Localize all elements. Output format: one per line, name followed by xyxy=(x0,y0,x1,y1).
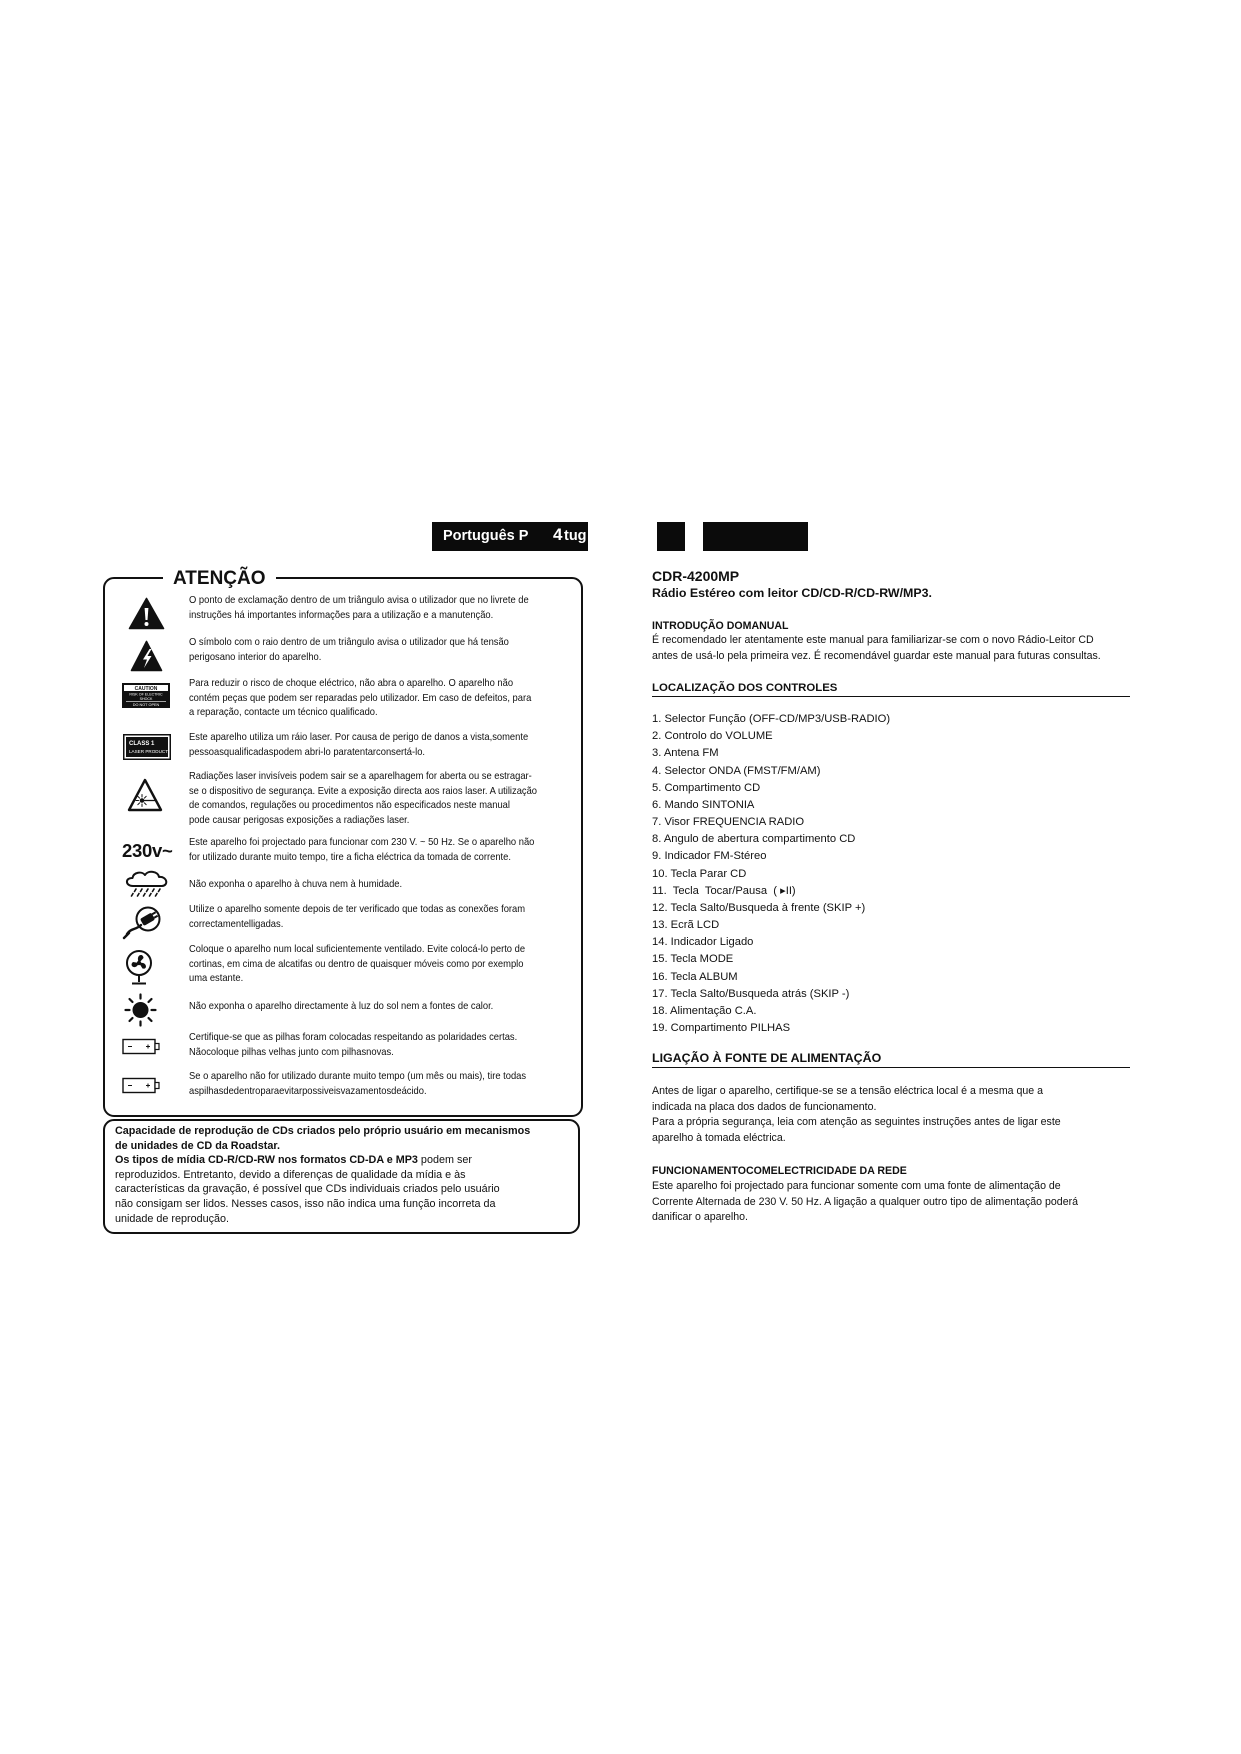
control-item: 19. Compartimento PILHAS xyxy=(652,1022,791,1035)
control-item: 8. Angulo de abertura compartimento CD xyxy=(652,833,856,846)
sun-icon xyxy=(124,993,157,1027)
power-line: indicada na placa dos dados de funcionamento. xyxy=(652,1100,877,1113)
control-item: 16. Tecla ALBUM xyxy=(652,970,738,983)
mains-text xyxy=(652,1179,1078,1226)
control-item: 14. Indicador Ligado xyxy=(652,936,754,949)
battery-icon xyxy=(122,1077,160,1094)
caution-label-text: DO NOT OPEN xyxy=(132,703,160,707)
media-formats-bold: Os tipos de mídia CD-R/CD-RW nos formatos CD-DA e MP3 xyxy=(115,1154,418,1167)
text-line: Não exponha o aparelho à chuva nem à humidade. xyxy=(189,879,403,890)
caution-label-icon xyxy=(122,683,170,708)
language-tab-label: Português P xyxy=(443,528,529,544)
product-subtitle: Rádio Estéreo com leitor CD/CD-R/CD-RW/MP3. xyxy=(652,586,932,600)
language-tab xyxy=(432,522,588,551)
intro-line: antes de usá-lo pela primeira vez. É recomendável guardar este manual para futuras consultas. xyxy=(652,649,1101,662)
caution-label-text: RISK OF ELECTRIC xyxy=(129,692,163,697)
lightning-triangle-icon xyxy=(130,640,163,672)
model-name: CDR-4200MP xyxy=(652,568,740,584)
text-line: perigosano interior do aparelho. xyxy=(189,651,322,663)
black-tab-small xyxy=(657,522,685,551)
text-line: Utilize o aparelho somente depois de ter verificado que todas as conexões foram xyxy=(189,904,526,915)
warning-text xyxy=(189,1070,555,1099)
controls-list xyxy=(652,711,890,1037)
warning-text xyxy=(189,770,567,828)
warning-item xyxy=(110,878,580,888)
page-number: 4 xyxy=(553,525,563,544)
text-line: pessoasqualificadaspodem abri-lo paratentarconsertá-lo. xyxy=(189,746,426,758)
controls-heading: LOCALIZAÇÃO DOS CONTROLES xyxy=(652,680,1130,697)
mains-line: Este aparelho foi projectado para funcionar somente com uma fonte de alimentação de xyxy=(652,1180,1061,1192)
control-item: 3. Antena FM xyxy=(652,747,719,760)
language-tab-label-tail: tug xyxy=(564,528,587,544)
text-line: Não exponha o aparelho directamente à luz do sol nem a fontes de calor. xyxy=(189,1001,494,1012)
text-line: contém peças que podem ser reparadas pelo utilizador. Em caso de defeitos, para xyxy=(189,692,532,704)
caution-label-text: CAUTION xyxy=(134,685,158,692)
mains-line: danificar o aparelho. xyxy=(652,1211,748,1223)
control-item: 1. Selector Função (OFF-CD/MP3/USB-RADIO) xyxy=(652,713,891,725)
text-line: for utilizado durante muito tempo, tire a ficha eléctrica da tomada de corrente. xyxy=(189,851,511,863)
warning-item xyxy=(110,1000,580,1010)
warning-text xyxy=(189,636,537,665)
warning-item xyxy=(110,1070,580,1097)
mains-line: Corrente Alternada de 230 V. 50 Hz. A ligação a qualquer outro tipo de alimentação poderá xyxy=(652,1195,1079,1208)
cd-compat-body-line: reproduzidos. Entretanto, devido a diferenças de qualidade da mídia e às xyxy=(115,1168,466,1181)
power-text xyxy=(652,1084,1061,1146)
warning-text xyxy=(189,731,558,760)
cd-compat-text xyxy=(115,1124,530,1226)
laser-class-label-text: CLASS 1 xyxy=(129,741,155,747)
text-line: Nãocoloque pilhas velhas junto com pilhasnovas. xyxy=(189,1046,394,1058)
warning-text xyxy=(189,677,561,721)
control-item: 9. Indicador FM-Stéreo xyxy=(652,850,767,863)
text-line: Este aparelho utiliza um ráio laser. Por causa de perigo de danos a vista,somente xyxy=(189,732,529,743)
text-line: se o dispositivo de segurança. Evite a exposição directa aos raios laser. A utilização xyxy=(189,785,538,797)
cd-compat-heading-line: de unidades de CD da Roadstar. xyxy=(115,1139,280,1152)
warning-box-title: ATENÇÃO xyxy=(163,567,276,591)
control-item: 17. Tecla Salto/Busqueda atrás (SKIP -) xyxy=(652,987,850,1000)
control-item: 7. Visor FREQUENCIA RADIO xyxy=(652,816,805,829)
control-item: 4. Selector ONDA (FMST/FM/AM) xyxy=(652,764,821,777)
text-line: Radiações laser invisíveis podem sair se a aparelhagem for aberta ou se estragar- xyxy=(189,771,532,782)
cd-compat-body-line: não consigam ser lidos. Nesses casos, isso não indica uma função incorreta da xyxy=(115,1197,496,1210)
control-item: 11. Tecla Tocar/Pausa ( ▸II) xyxy=(652,884,796,897)
control-item: 2. Controlo do VOLUME xyxy=(652,730,773,743)
text-line: Para reduzir o risco de choque eléctrico, não abra o aparelho. O aparelho não xyxy=(189,678,514,689)
warning-text xyxy=(189,903,554,932)
ventilation-fan-icon xyxy=(125,950,153,985)
cd-compat-heading xyxy=(115,1124,530,1153)
warning-item xyxy=(110,1031,580,1058)
warning-item xyxy=(110,903,580,930)
text-line: de comandos, regulações ou procedimentos não especificados neste manual xyxy=(189,800,510,811)
battery-icon xyxy=(122,1038,160,1055)
exclamation-triangle-icon xyxy=(128,597,165,630)
text-line: a reparação, contacte um técnico qualificado. xyxy=(189,707,378,718)
plug-icon xyxy=(122,905,165,940)
warning-text xyxy=(189,594,558,623)
text-line: correctamentelligadas. xyxy=(189,918,284,930)
caution-label-text: SHOCK xyxy=(139,696,153,701)
warning-text xyxy=(189,1031,546,1060)
warning-text xyxy=(189,836,564,865)
power-line: aparelho à tomada eléctrica. xyxy=(652,1131,786,1144)
text-line: instruções há importantes informações para a utilização e a manutenção. xyxy=(189,609,494,621)
warning-item xyxy=(110,594,580,621)
text-line: pode causar perigosas exposições a radiações laser. xyxy=(189,814,410,826)
cd-compat-body xyxy=(115,1168,530,1226)
text-line: Se o aparelho não for utilizado durante muito tempo (um mês ou mais), tire todas xyxy=(189,1071,527,1082)
control-item: 12. Tecla Salto/Busqueda à frente (SKIP +) xyxy=(652,901,866,914)
media-formats-rest: podem ser xyxy=(417,1154,472,1167)
control-item: 6. Mando SINTONIA xyxy=(652,798,755,811)
text-line: O ponto de exclamação dentro de um triângulo avisa o utilizador que no livrete de xyxy=(189,595,529,606)
intro-line: É recomendado ler atentamente este manual para familiarizar-se com o novo Rádio-Leitor CD xyxy=(652,634,1094,646)
laser-class-label-icon xyxy=(123,734,171,760)
laser-radiation-triangle-icon xyxy=(127,778,163,812)
power-heading: LIGAÇÃO À FONTE DE ALIMENTAÇÃO xyxy=(652,1050,1130,1068)
warning-item xyxy=(110,943,580,984)
cd-compat-heading-line: Capacidade de reprodução de CDs criados pelo próprio usuário em mecanismos xyxy=(115,1125,531,1137)
warning-text xyxy=(189,1000,520,1015)
warning-item xyxy=(110,731,580,758)
intro-text xyxy=(652,633,1101,665)
text-line: Certifique-se que as pilhas foram colocadas respeitando as polaridades certas. xyxy=(189,1032,518,1043)
warning-text xyxy=(189,878,421,893)
voltage-label: 230v~ xyxy=(122,840,173,861)
warning-item xyxy=(110,770,580,826)
text-line: Coloque o aparelho num local suficientemente ventilado. Evite colocá-lo perto de xyxy=(189,944,526,955)
text-line: cortinas, em cima de alcatifas ou dentro de quaisquer móveis como por exemplo xyxy=(189,958,524,970)
laser-class-label-text: LASER PRODUCT xyxy=(129,749,169,754)
warning-item xyxy=(110,836,580,863)
warning-item xyxy=(110,677,580,718)
cd-compat-body-line: características da gravação, é possível que CDs individuais criados pelo usuário xyxy=(115,1183,500,1196)
black-tab-wide xyxy=(703,522,808,551)
control-item: 13. Ecrã LCD xyxy=(652,919,720,932)
text-line: Este aparelho foi projectado para funcionar com 230 V. ~ 50 Hz. Se o aparelho não xyxy=(189,837,535,848)
control-item: 10. Tecla Parar CD xyxy=(652,867,747,880)
warning-text xyxy=(189,943,554,987)
warning-item xyxy=(110,636,580,663)
media-formats-line xyxy=(115,1153,472,1168)
text-line: O símbolo com o raio dentro de um triângulo avisa o utilizador que há tensão xyxy=(189,637,509,648)
control-item: 15. Tecla MODE xyxy=(652,953,734,966)
power-line: Antes de ligar o aparelho, certifique-se se a tensão eléctrica local é a mesma que a xyxy=(652,1085,1044,1097)
rain-cloud-icon xyxy=(122,870,172,897)
intro-heading: INTRODUÇÃO DOMANUAL xyxy=(652,620,789,632)
control-item: 18. Alimentação C.A. xyxy=(652,1004,757,1017)
cd-compat-body-line: unidade de reprodução. xyxy=(115,1212,230,1225)
text-line: aspilhasdedentroparaevitarpossiveisvazamentosdeácido. xyxy=(189,1085,427,1097)
power-line: Para a própria segurança, leia com atenção as seguintes instruções antes de ligar este xyxy=(652,1116,1061,1129)
text-line: uma estante. xyxy=(189,973,244,984)
mains-heading: FUNCIONAMENTOCOMELECTRICIDADE DA REDE xyxy=(652,1165,907,1177)
control-item: 5. Compartimento CD xyxy=(652,781,761,794)
